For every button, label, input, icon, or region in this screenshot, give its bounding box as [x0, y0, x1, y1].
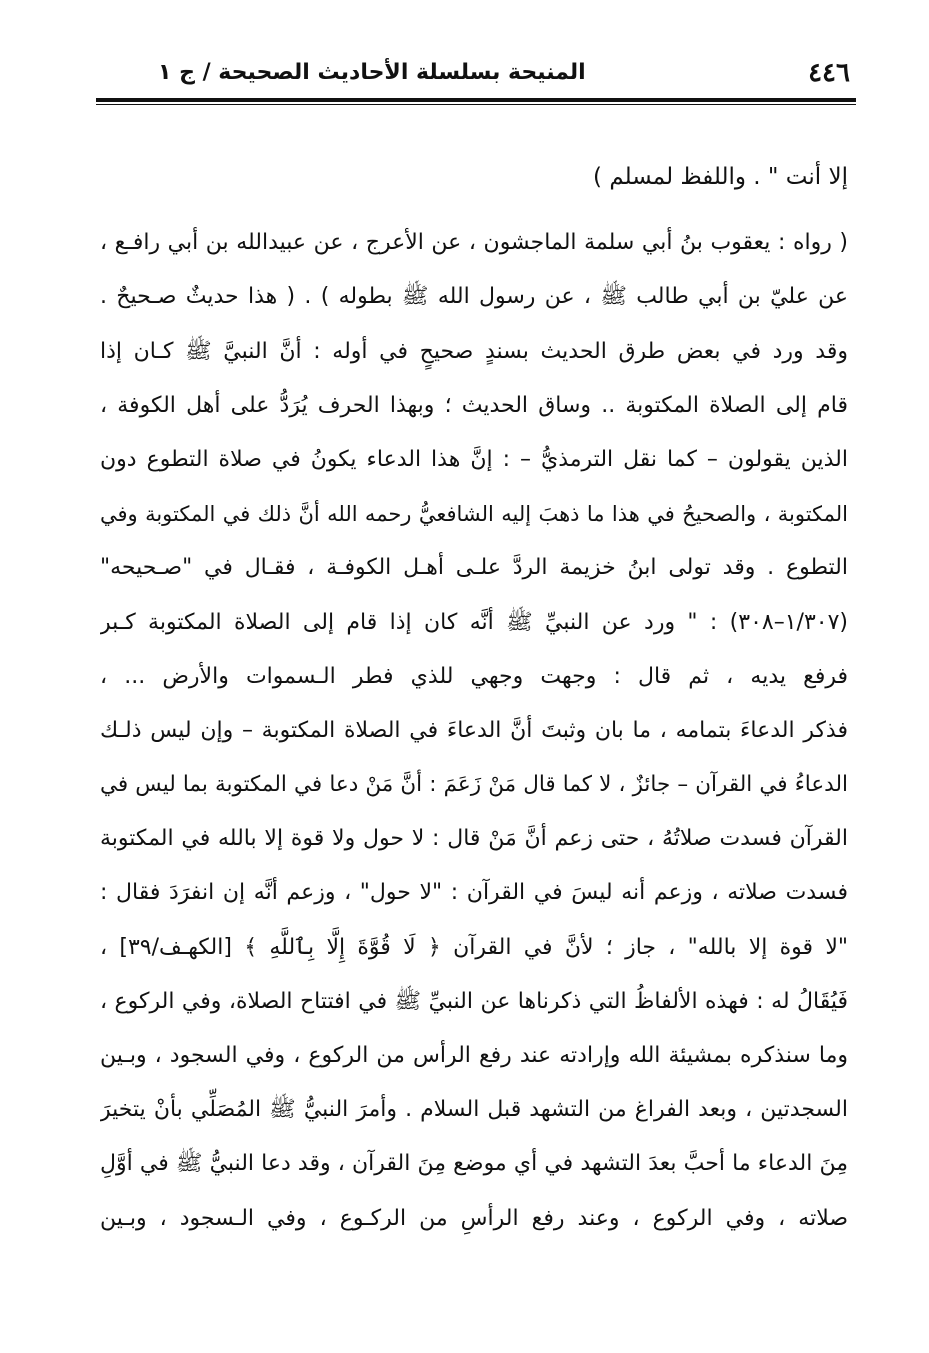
text-line: إلا أنت " . واللفظ لمسلم ): [593, 164, 848, 190]
body-text: [100, 150, 848, 1246]
page-header: [96, 56, 856, 100]
text-line: فسدت صلاته ، وزعم أنه ليسَ في القرآن : "لا حول" ، وزعم أنَّه إن انفرَدَ فقال :: [100, 880, 848, 906]
text-line: "لا قوة إلا بالله" ، جاز ؛ لأنَّ في القرآن ﴿ لَا قُوَّةَ إِلَّا بِٱللَّهِ ﴾ [الكهـف/٣٩] ،: [100, 934, 848, 960]
text-line: وما سنذكره بمشيئة الله وإرادته عند رفع الرأس من الركوع ، وفي السجود ، وبـين: [100, 1043, 848, 1068]
text-line: التطوع . وقد تولى ابنُ خزيمة الردَّ علـى أهـل الكوفـة ، فقـال في "صـحيحه": [100, 555, 848, 581]
text-line: المكتوبة ، والصحيحُ في هذا ما ذهبَ إليه الشافعيُّ رحمه الله أنَّ ذلك في المكتوبة وفي: [100, 502, 848, 527]
text-line: ( رواه : يعقوب بنُ أبي سلمة الماجشون ، عن الأعرج ، عن عبيدالله بن أبي رافـع ،: [100, 230, 848, 256]
text-line: الدعاءُ في القرآن – جائزٌ ، لا كما قال مَنْ زَعَمَ : أنَّ مَنْ دعا في المكتوبة بما ليس في: [100, 772, 848, 798]
text-line: (١/٣٠٧–٣٠٨) : " ورد عن النبيِّ ﷺ أنَّه كان إذا قام إلى الصلاة المكتوبة كـبر: [100, 609, 848, 635]
header-rule-thick: [96, 98, 856, 102]
text-line: الذين يقولون – كما نقل الترمذيُّ – : إنَّ هذا الدعاء يكونُ في صلاة التطوع دون: [100, 446, 848, 472]
page-number: ٤٤٦: [808, 58, 850, 88]
running-title: المنيحة بسلسلة الأحاديث الصحيحة / ج ١: [158, 60, 586, 85]
text-line: مِنَ الدعاء ما أحبَّ بعدَ التشهد في أي موضع مِنَ القرآن ، وقد دعا النبيُّ ﷺ في أوَّلِ: [100, 1151, 848, 1177]
text-line: القرآن فسدت صلاتُهُ ، حتى زعم أنَّ مَنْ قال : لا حول ولا قوة إلا بالله في المكتوبة: [100, 826, 848, 852]
text-line: فَيُقَالُ له : فهذه الألفاظُ التي ذكرناها عن النبيِّ ﷺ في افتتاح الصلاة، وفي الركوع ،: [100, 988, 848, 1014]
paragraph-gap: [100, 204, 848, 216]
text-line: فرفع يديه ، ثم قال : وجهت وجهي للذي فطر الـسموات والأرض ... ،: [100, 663, 848, 689]
header-rule-thin: [96, 104, 856, 105]
text-line: عن عليّ بن أبي طالب ﷺ ، عن رسول الله ﷺ بطوله ) . ( هذا حديثٌ صـحيحٌ .: [100, 284, 848, 310]
text-line: فذكر الدعاءَ بتمامه ، ما بان وثبتَ أنَّ الدعاءَ في الصلاة المكتوبة – وإن ليس ذلـك: [100, 717, 848, 743]
text-line: صلاته ، وفي الركوع ، وعند رفع الرأسِ من الركـوع ، وفي الـسجود ، وبـين: [100, 1205, 848, 1231]
text-line: السجدتين ، وبعد الفراغ من التشهد قبل السلام . وأمرَ النبيُّ ﷺ المُصَلِّي بأنْ يتخيرَ: [100, 1097, 848, 1123]
text-line: وقد ورد في بعض طرق الحديث بسندٍ صحيحٍ في أوله : أنَّ النبيَّ ﷺ كـان إذا: [100, 338, 848, 364]
text-line: قام إلى الصلاة المكتوبة .. وساق الحديث ؛ وبهذا الحرف يُرَدُّ على أهل الكوفة ،: [100, 392, 848, 418]
